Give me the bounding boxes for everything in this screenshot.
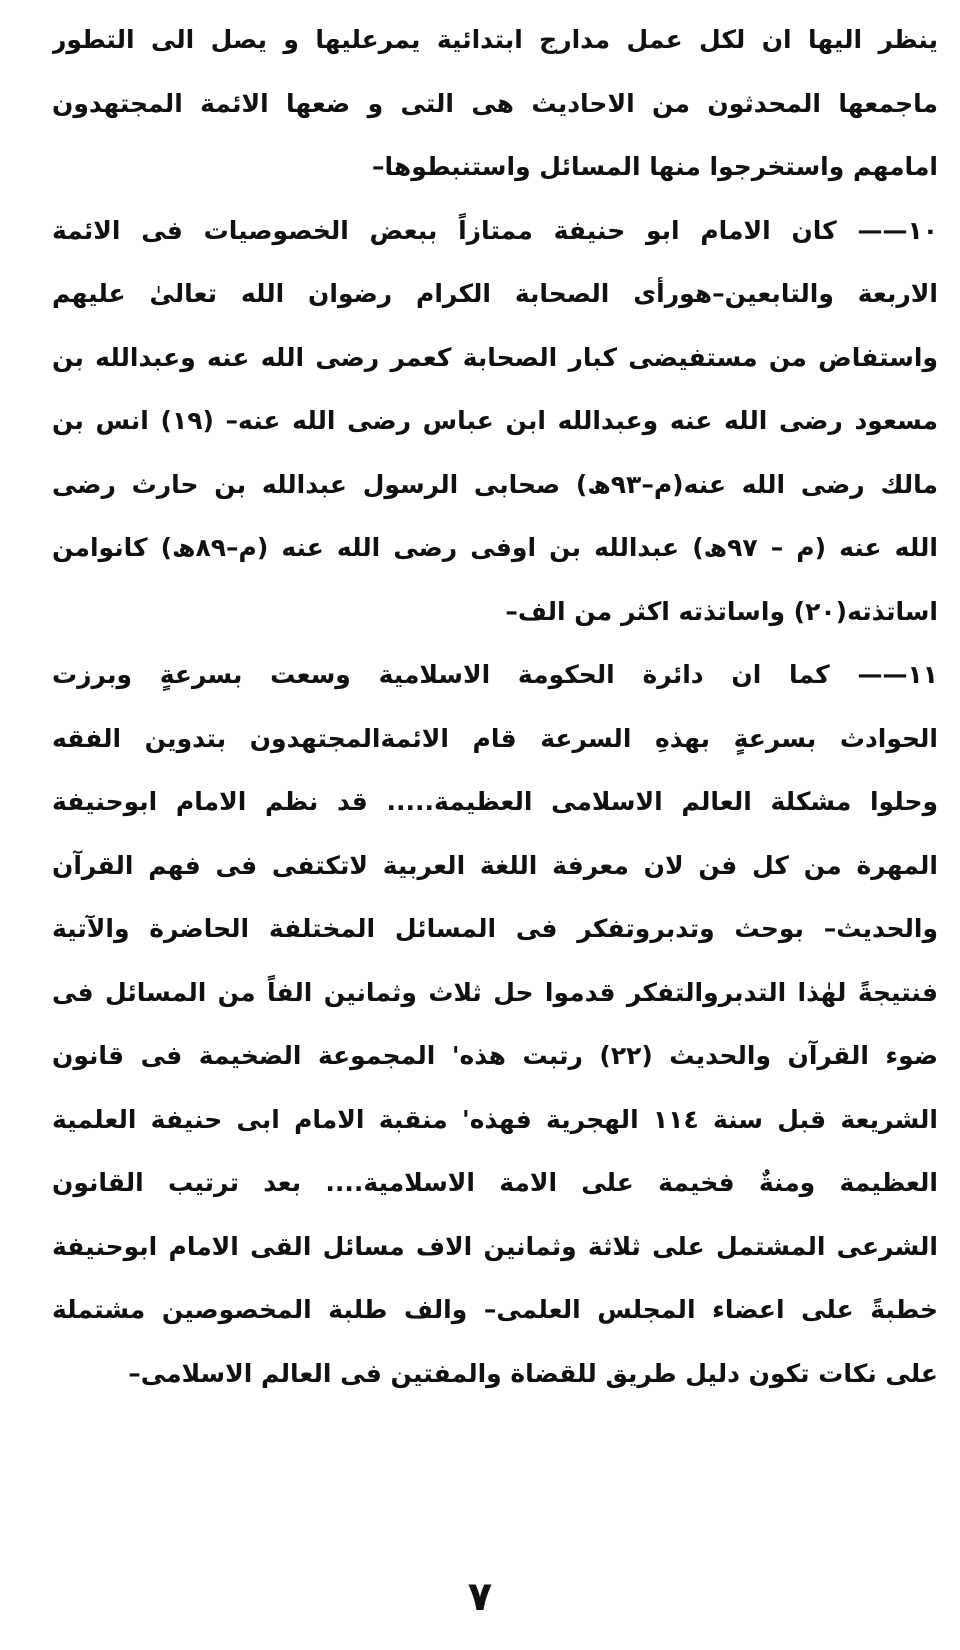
- text-line: مالك رضی الله عنه(م–٩٣ھ) صحابی الرسول عبدالله بن حارث رضی: [52, 469, 938, 499]
- text-line: اساتذته(٢٠) واساتذته اکثر من الف–: [505, 596, 938, 626]
- text-line: المهرة من کل فن لان معرفة اللغة العربیة لاتکتفی فی فهم القرآن: [52, 850, 938, 880]
- text-line: العظیمة ومنةٌ فخیمة علی الامة الاسلامیة.... بعد ترتیب القانون: [52, 1168, 938, 1197]
- text-line: مسعود رضی الله عنه وعبدالله ابن عباس رضی الله عنه– (١٩) انس بن: [52, 406, 938, 435]
- text-line: ماجمعها المحدثون من الاحادیث هی التی و ضعها الائمة المجتهدون: [52, 88, 938, 118]
- text-line: ضوء القرآن والحدیث (٢٢) رتبت هذه' المجموعة الضخیمة فی قانون: [52, 1041, 938, 1070]
- text-line: ینظر الیها ان لکل عمل مدارج ابتدائیة یمرعلیها و یصل الی التطور: [52, 25, 938, 54]
- text-line: الشرعی المشتمل علی ثلاثة وثمانین الاف مسائل القی الامام ابوحنیفة: [52, 1231, 938, 1261]
- page-number: ٧: [467, 1574, 493, 1620]
- text-line: الشریعة قبل سنة ١١٤ الهجریة فهذه' منقبة الامام ابی حنیفة العلمیة: [52, 1104, 938, 1134]
- text-line: وحلوا مشکلة العالم الاسلامی العظیمة..... قد نظم الامام ابوحنیفة: [52, 787, 938, 816]
- body-text: [52, 8, 938, 1405]
- text-line: ١٠—— کان الامام ابو حنیفة ممتازاً ببعض الخصوصیات فی الائمة: [52, 215, 938, 245]
- text-line: ١١—— کما ان دائرة الحکومة الاسلامیة وسعت بسرعةٍ وبرزت: [52, 660, 938, 689]
- text-line: خطبةً علی اعضاء المجلس العلمی– والف طلبة المخصوصین مشتملة: [52, 1295, 938, 1324]
- text-line: فنتیجةً لهٰذا التدبروالتفکر قدموا حل ثلاث وثمانین الفاً من المسائل فی: [52, 977, 938, 1007]
- text-line: امامهم واستخرجوا منها المسائل واستنبطوها–: [372, 152, 938, 181]
- text-line: واستفاض من مستفیضی کبار الصحابة کعمر رضی الله عنه وعبدالله بن: [52, 342, 938, 372]
- text-line: والحدیث– بوحث وتدبروتفکر فی المسائل المختلفة الحاضرة والآتیة: [52, 914, 938, 943]
- text-line: علی نکات تکون دلیل طریق للقضاة والمفتین فی العالم الاسلامی–: [128, 1358, 938, 1388]
- text-line: الله عنه (م – ٩٧ھ) عبدالله بن اوفی رضی الله عنه (م–٨٩ھ) کانوامن: [52, 533, 938, 562]
- text-line: الحوادث بسرعةٍ بهذهِ السرعة قام الائمةالمجتهدون بتدوین الفقه: [52, 723, 938, 753]
- text-line: الاربعة والتابعین–هورأی الصحابة الکرام رضوان الله تعالیٰ علیهم: [52, 279, 938, 308]
